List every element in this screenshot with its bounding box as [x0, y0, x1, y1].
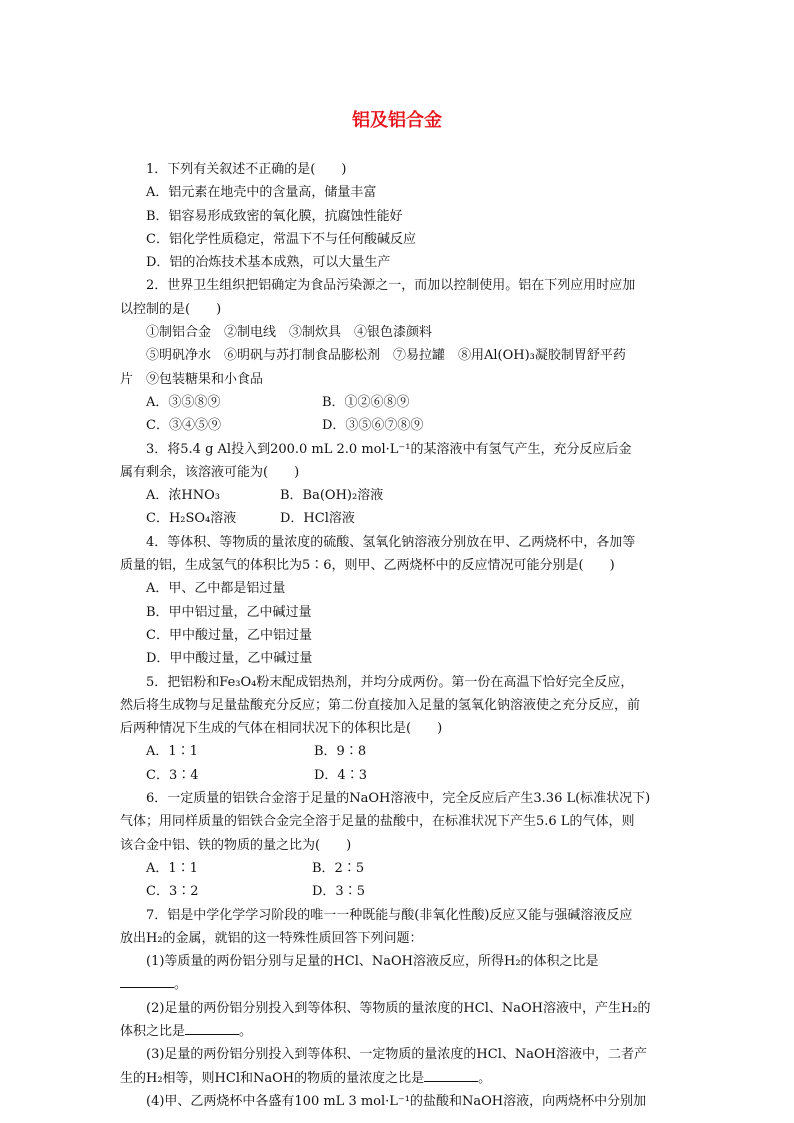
q6-stem-line2: 气体；用同样质量的铝铁合金完全溶于足量的盐酸中，在标准状况下产生5.6 L的气体，则 [120, 814, 635, 830]
q6-options-row1 [120, 857, 680, 880]
q2-option-a: A．③⑤⑧⑨ [146, 394, 221, 410]
q4-option-c: C．甲中酸过量，乙中铝过量 [146, 627, 312, 643]
q6-option-d: D．3∶5 [312, 884, 365, 900]
q1-option-b: B．铝容易形成致密的氧化膜，抗腐蚀性能好 [146, 208, 403, 224]
q4-stem-line2: 质量的铝，生成氢气的体积比为5∶6，则甲、乙两烧杯中的反应情况可能分别是( ) [120, 558, 615, 574]
q3-option-c: C．H₂SO₄溶液 [146, 511, 237, 527]
q6-options-row2 [120, 880, 680, 903]
q5-options-row2 [120, 764, 680, 787]
q7-part2-line2 [120, 1020, 680, 1043]
q5-stem-line3: 后两种情况下生成的气体在相同状况下的体积比是( ) [120, 721, 443, 737]
q5-option-a: A．1∶1 [146, 744, 198, 760]
q4-stem-line1: 4．等体积、等物质的量浓度的硫酸、氢氧化钠溶液分别放在甲、乙两烧杯中，各加等 [146, 534, 636, 550]
q2-stem-line2: 以控制的是( ) [120, 301, 222, 317]
q3-stem-line2: 属有剩余，该溶液可能为( ) [120, 464, 300, 480]
q7-part1-end: 。 [174, 977, 188, 993]
q4-option-a: A．甲、乙中都是铝过量 [146, 581, 286, 597]
q7-part3-line1: (3)足量的两份铝分别投入到等体积、一定物质的量浓度的HCl、NaOH溶液中，二者产 [146, 1047, 647, 1063]
q2-options-row2 [120, 414, 680, 437]
q3-options-row2 [120, 507, 680, 530]
q4-option-d: D．甲中酸过量，乙中碱过量 [146, 651, 313, 667]
q2-items-line2: ⑤明矾净水 ⑥明矾与苏打制食品膨松剂 ⑦易拉罐 ⑧用Al(OH)₃凝胶制胃舒平药 [146, 348, 626, 364]
q7-stem-line2: 放出H₂的金属，就铝的这一特殊性质回答下列问题： [120, 930, 423, 946]
q7-part3-line2 [120, 1067, 680, 1090]
q2-option-b: B．①②⑥⑧⑨ [322, 394, 410, 410]
q5-stem-line2: 然后将生成物与足量盐酸充分反应；第二份直接加入足量的氢氧化钠溶液使之充分反应，前 [120, 697, 641, 713]
q7-stem-line1: 7．铝是中学化学学习阶段的唯一一种既能与酸(非氧化性酸)反应又能与强碱溶液反应 [146, 907, 633, 923]
q2-items-line3: 片 ⑨包装糖果和小食品 [120, 371, 264, 387]
q5-options-row1 [120, 740, 680, 763]
q2-option-d: D．③⑤⑥⑦⑧⑨ [322, 418, 424, 434]
q6-stem-line1: 6．一定质量的铝铁合金溶于足量的NaOH溶液中，完全反应后产生3.36 L(标准状况下) [146, 791, 651, 807]
answer-blank [120, 973, 174, 988]
q4-option-b: B．甲中铝过量，乙中碱过量 [146, 604, 312, 620]
q1-option-a: A．铝元素在地壳中的含量高，储量丰富 [146, 185, 377, 201]
q5-stem-line1: 5．把铝粉和Fe₃O₄粉末配成铝热剂，并均分成两份。第一份在高温下恰好完全反应， [146, 674, 634, 690]
question-list [120, 158, 680, 1113]
q6-option-b: B．2∶5 [312, 860, 365, 876]
q2-stem-line1: 2．世界卫生组织把铝确定为食品污染源之一，而加以控制使用。铝在下列应用时应加 [146, 278, 636, 294]
q2-options-row1 [120, 391, 680, 414]
q3-option-b: B．Ba(OH)₂溶液 [280, 488, 384, 504]
q2-option-c: C．③④⑤⑨ [146, 418, 221, 434]
q7-part2-prefix: 体积之比是 [120, 1023, 186, 1039]
q6-option-c: C．3∶2 [146, 884, 199, 900]
q5-option-d: D．4∶3 [314, 767, 367, 783]
q2-items-line1: ①制铝合金 ②制电线 ③制炊具 ④银色漆颜料 [146, 325, 433, 341]
q7-part3-prefix: 生的H₂相等，则HCl和NaOH的物质的量浓度之比是 [120, 1070, 425, 1086]
q6-stem-line3: 该合金中铝、铁的物质的量之比为( ) [120, 837, 352, 853]
q3-stem-line1: 3．将5.4 g Al投入到200.0 mL 2.0 mol·L⁻¹的某溶液中有氢气产生，充分反应后金 [146, 441, 632, 457]
q1-stem: 1．下列有关叙述不正确的是( ) [146, 162, 347, 177]
answer-blank [185, 1020, 239, 1035]
q7-part2-end: 。 [239, 1023, 253, 1039]
q7-part1-line1: (1)等质量的两份铝分别与足量的HCl、NaOH溶液反应，所得H₂的体积之比是 [146, 954, 599, 970]
q1-option-c: C．铝化学性质稳定，常温下不与任何酸碱反应 [146, 231, 416, 247]
q7-part3-end: 。 [478, 1070, 492, 1086]
answer-blank [424, 1067, 478, 1082]
q7-part4-line1: (4)甲、乙两烧杯中各盛有100 mL 3 mol·L⁻¹的盐酸和NaOH溶液，向两烧杯中分别加 [146, 1093, 647, 1109]
q3-options-row1 [120, 484, 680, 507]
q5-option-c: C．3∶4 [146, 767, 199, 783]
page-title: 铝及铝合金 [352, 110, 442, 131]
q5-option-b: B．9∶8 [314, 744, 367, 760]
q6-option-a: A．1∶1 [146, 860, 198, 876]
q3-option-a: A．浓HNO₃ [146, 488, 220, 504]
q3-option-d: D．HCl溶液 [280, 511, 355, 527]
q7-part1-line2 [120, 973, 680, 996]
q1-option-d: D．铝的冶炼技术基本成熟，可以大量生产 [146, 255, 391, 271]
q7-part2-line1: (2)足量的两份铝分别投入到等体积、等物质的量浓度的HCl、NaOH溶液中，产生H₂的 [146, 1000, 651, 1016]
